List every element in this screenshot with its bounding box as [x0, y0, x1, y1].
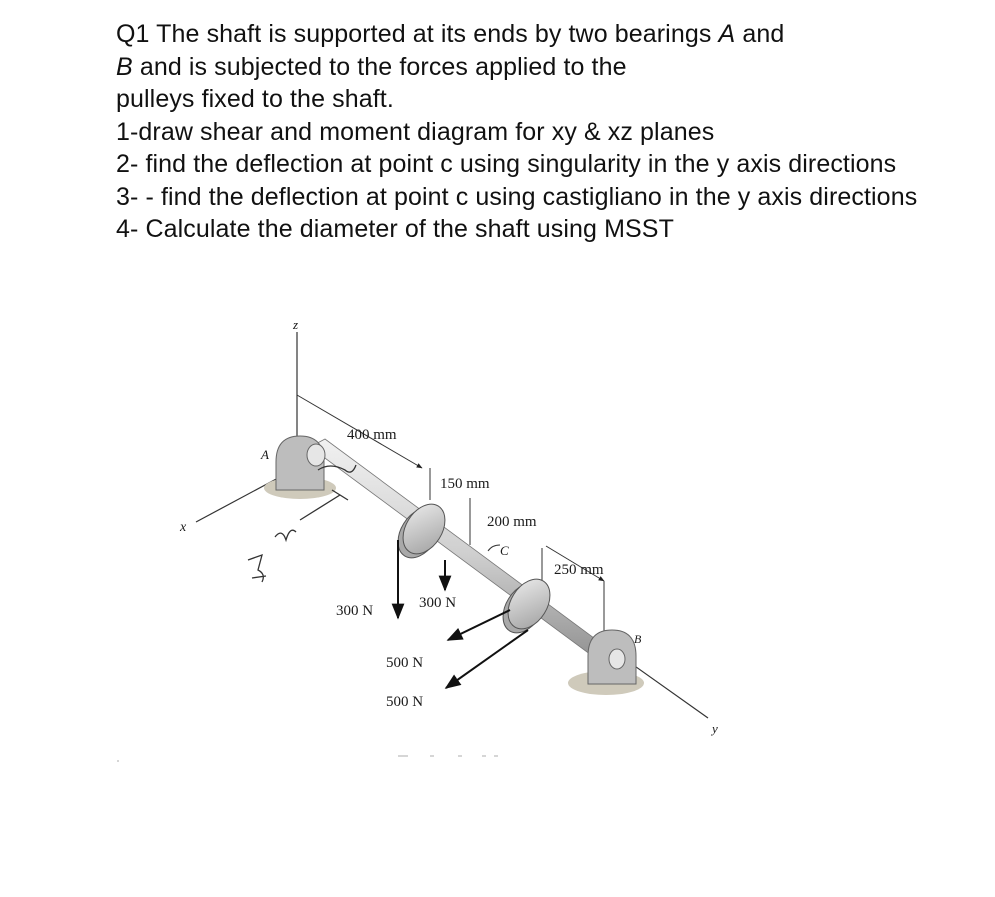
question-line-3: pulleys fixed to the shaft.: [116, 85, 394, 113]
task-3: 3- - find the deflection at point c using castigliano in the y axis directions: [116, 182, 918, 211]
shaft: [310, 439, 625, 669]
task-4: 4- Calculate the diameter of the shaft using MSST: [116, 215, 674, 243]
scribble-mark-3: [275, 530, 296, 540]
x-axis-label: x: [180, 520, 187, 535]
load-300-left-label: 300 N: [336, 603, 374, 619]
force-500-upper-arrow: [448, 610, 510, 640]
dim-150-label: 150 mm: [440, 476, 490, 492]
bearing-a-bore: [307, 444, 325, 466]
question-line-2: B and is subjected to the forces applied to the: [116, 52, 627, 81]
faint-dashes: [117, 756, 498, 761]
force-500-lower-arrow: [446, 630, 528, 688]
task-2: 2- find the deflection at point c using singularity in the y axis directions: [116, 150, 897, 178]
z-axis-label: z: [293, 317, 299, 332]
dim-200-label: 200 mm: [487, 514, 537, 530]
point-c-leader: [488, 545, 500, 551]
load-500-upper-label: 500 N: [386, 655, 424, 671]
shaft-body: [310, 439, 625, 669]
point-a-label: A: [261, 447, 269, 462]
dim-250-label: 250 mm: [554, 562, 604, 578]
point-c-label: C: [500, 543, 509, 558]
point-b-label: B: [634, 632, 642, 646]
load-300-right-label: 300 N: [419, 595, 457, 611]
y-axis-label: y: [712, 721, 718, 736]
load-labels: [336, 595, 456, 710]
bearing-b-bore: [609, 649, 625, 669]
point-c: [488, 543, 509, 558]
dim-400-label: 400 mm: [347, 427, 397, 443]
task-1: 1-draw shear and moment diagram for xy & xz planes: [116, 117, 715, 146]
scribble-mark-4: [248, 555, 266, 582]
load-500-lower-label: 500 N: [386, 694, 424, 710]
axes: [179, 317, 718, 736]
question-line-1: Q1 The shaft is supported at its ends by two bearings A and: [116, 20, 785, 48]
